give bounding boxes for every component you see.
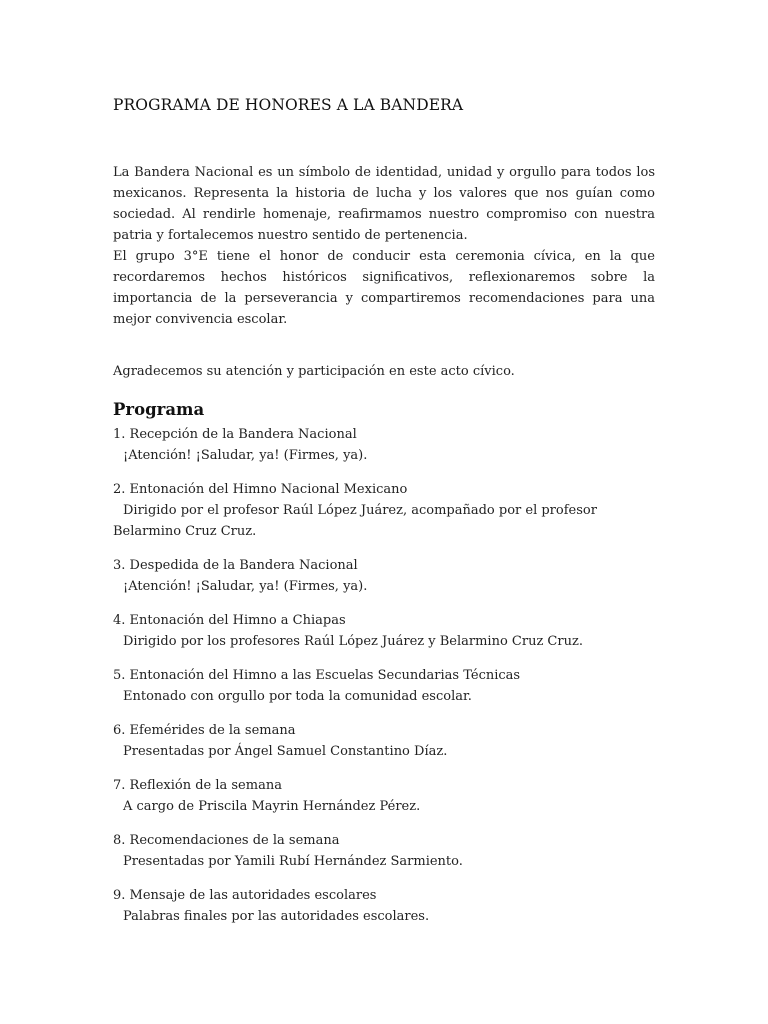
program-item bbox=[113, 555, 655, 597]
program-item bbox=[113, 479, 655, 542]
program-item bbox=[113, 665, 655, 707]
program-list bbox=[113, 424, 655, 927]
program-heading: Programa bbox=[113, 400, 205, 419]
intro-section bbox=[113, 162, 655, 330]
program-item bbox=[113, 424, 655, 466]
program-item-detail: Entonado con orgullo por toda la comunidad escolar. bbox=[123, 689, 472, 704]
intro-paragraph: La Bandera Nacional es un símbolo de identidad, unidad y orgullo para todos los mexicanos. Representa la historia de lucha y los valores que nos guían como sociedad. Al rendirle homenaje, reafirmamos nuestro compromiso con nuestra patria y fortalecemos nuestro sentido de pertenencia. bbox=[113, 165, 655, 243]
program-item-detail: Presentadas por Ángel Samuel Constantino Díaz. bbox=[123, 744, 448, 759]
program-item-title: 4. Entonación del Himno a Chiapas bbox=[113, 613, 346, 628]
program-item-title: 2. Entonación del Himno Nacional Mexicano bbox=[113, 482, 408, 497]
program-item-detail: A cargo de Priscila Mayrin Hernández Pérez. bbox=[123, 799, 421, 814]
program-item-title: 1. Recepción de la Bandera Nacional bbox=[113, 427, 357, 442]
program-item-title: 6. Efemérides de la semana bbox=[113, 723, 296, 738]
program-item-title: 7. Reflexión de la semana bbox=[113, 778, 282, 793]
program-item-title: 8. Recomendaciones de la semana bbox=[113, 833, 340, 848]
program-item-detail: Dirigido por el profesor Raúl López Juárez, acompañado por el profesor Belarmino Cruz Cruz. bbox=[113, 503, 597, 539]
program-item bbox=[113, 830, 655, 872]
program-item-detail: Dirigido por los profesores Raúl López Juárez y Belarmino Cruz Cruz. bbox=[123, 634, 583, 649]
intro-paragraph: El grupo 3°E tiene el honor de conducir esta ceremonia cívica, en la que recordaremos hechos históricos significativos, reflexionaremos sobre la importancia de la perseverancia y compartiremos recomendaciones para una mejor convivencia escolar. bbox=[113, 249, 655, 327]
program-item-detail: ¡Atención! ¡Saludar, ya! (Firmes, ya). bbox=[123, 448, 368, 463]
document-title: PROGRAMA DE HONORES A LA BANDERA bbox=[113, 96, 464, 114]
closing-text: Agradecemos su atención y participación en este acto cívico. bbox=[113, 364, 515, 379]
program-item-title: 9. Mensaje de las autoridades escolares bbox=[113, 888, 377, 903]
program-item bbox=[113, 885, 655, 927]
program-item-title: 5. Entonación del Himno a las Escuelas Secundarias Técnicas bbox=[113, 668, 521, 683]
program-item bbox=[113, 610, 655, 652]
program-item-title: 3. Despedida de la Bandera Nacional bbox=[113, 558, 358, 573]
program-item bbox=[113, 775, 655, 817]
program-item-detail: Presentadas por Yamili Rubí Hernández Sarmiento. bbox=[123, 854, 463, 869]
program-item bbox=[113, 720, 655, 762]
program-item-detail: Palabras finales por las autoridades escolares. bbox=[123, 909, 430, 924]
program-item-detail: ¡Atención! ¡Saludar, ya! (Firmes, ya). bbox=[123, 579, 368, 594]
